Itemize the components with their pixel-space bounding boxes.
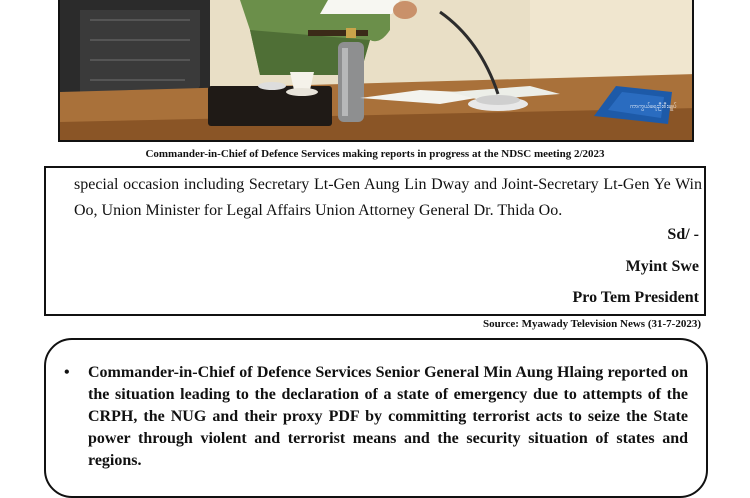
highlight-box — [44, 338, 708, 498]
source-note: Source: Myawady Television News (31-7-2023) — [483, 318, 701, 330]
statement-paragraph: special occasion including Secretary Lt-Gen Aung Lin Dway and Joint-Secretary Lt-Gen Ye Win Oo, Union Minister for Legal Affairs Union Attorney General Dr. Thida Oo. — [74, 176, 702, 219]
statement-box — [44, 166, 706, 316]
sign-line: Sd/ - — [667, 226, 699, 243]
meeting-photo — [58, 0, 694, 142]
list-item — [60, 362, 688, 472]
photo-caption: Commander-in-Chief of Defence Services making reports in progress at the NDSC meeting 2/2023 — [145, 148, 605, 160]
svg-text:ကာကွယ်ရေးဦးစီးချုပ်: ကာကွယ်ရေးဦးစီးချုပ် — [630, 103, 677, 110]
signatory-title: Pro Tem President — [572, 289, 699, 306]
signatory-name: Myint Swe — [625, 258, 699, 275]
bullet-marker: • — [64, 364, 70, 381]
meeting-photo-illustration — [60, 0, 694, 142]
bullet-text: Commander-in-Chief of Defence Services Senior General Min Aung Hlaing reported on the situation leading to the declaration of a state of emergency due to attempts of the CRPH, the NUG and their proxy PDF by committing terrorist acts to seize the State power through violent and terrorist means and the security situation of states and regions. — [88, 364, 688, 469]
highlight-bullet-list — [60, 362, 688, 472]
